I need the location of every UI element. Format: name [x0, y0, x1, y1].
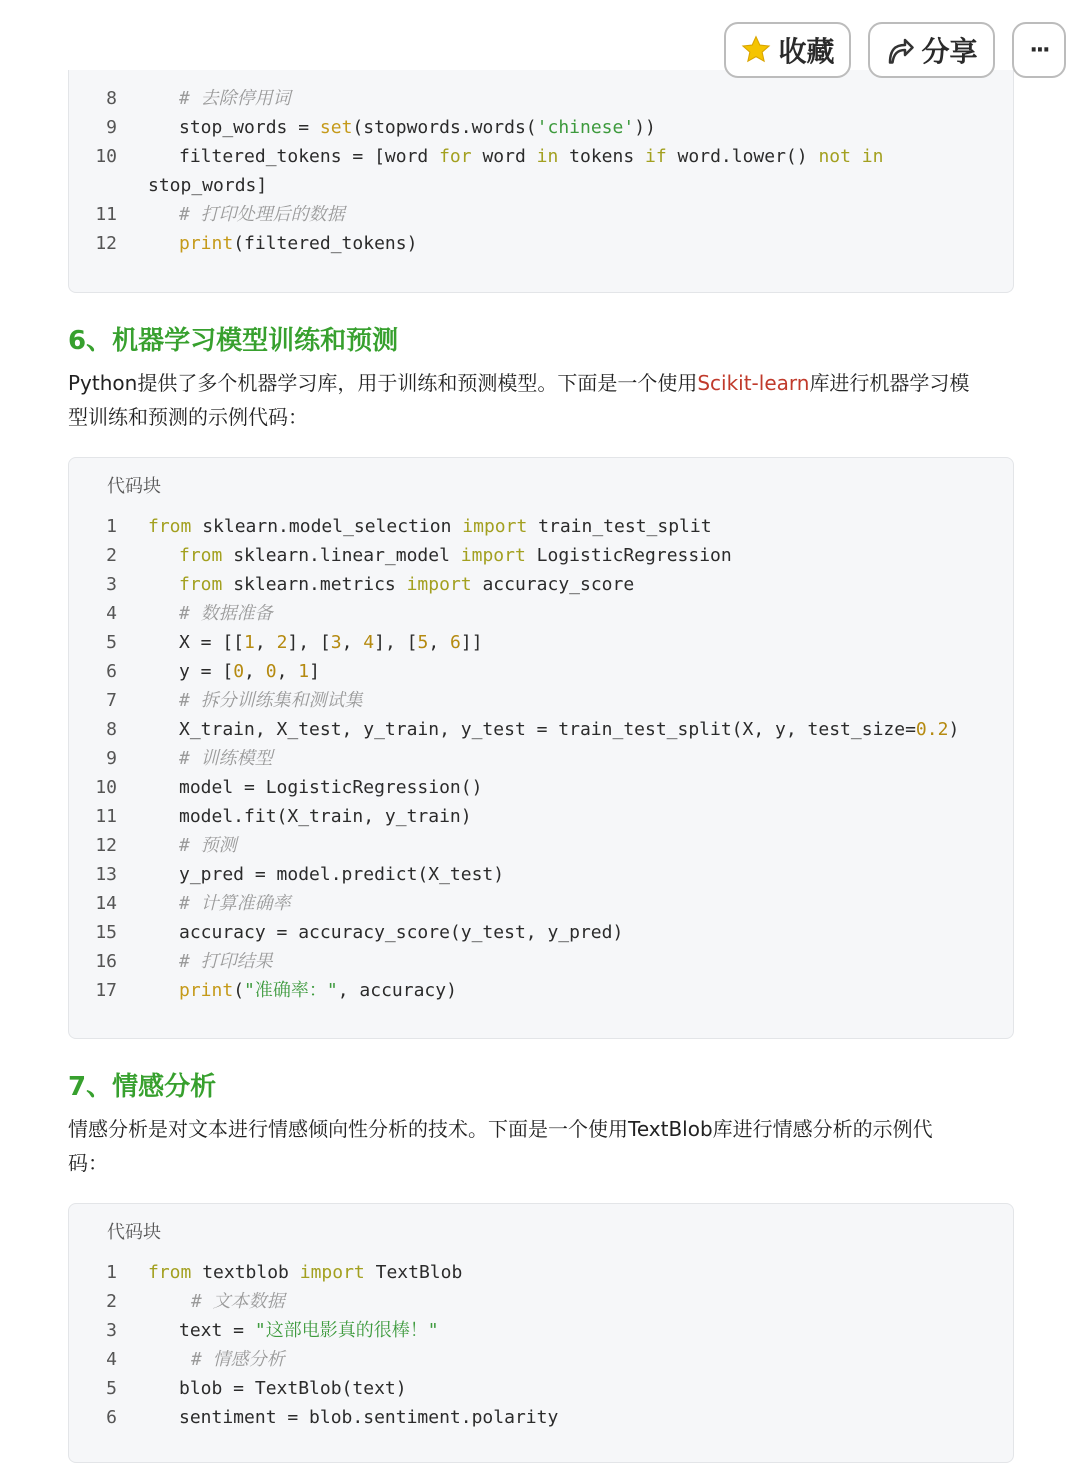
- share-arrow-icon: [885, 34, 915, 66]
- code-token: # 预测: [179, 835, 237, 856]
- code-token: ,: [341, 632, 364, 653]
- line-number: 11: [95, 806, 117, 827]
- code-text: [179, 541, 732, 570]
- code-token: sklearn.model_selection: [191, 516, 463, 537]
- code-token: 'chinese': [536, 117, 635, 138]
- code-text: [179, 947, 273, 976]
- code-token: sklearn.metrics: [222, 574, 407, 595]
- code-token: LogisticRegression: [525, 545, 732, 566]
- para-text: 型训练和预测的示例代码：: [68, 405, 308, 429]
- code-token: import: [460, 545, 526, 566]
- code-line: [69, 686, 1013, 715]
- code-line: [69, 171, 1013, 200]
- code-token: import: [299, 1262, 365, 1283]
- code-line: [69, 802, 1013, 831]
- code-text: [179, 229, 417, 258]
- code-text: [179, 628, 483, 657]
- more-dots-icon: ···: [1029, 37, 1049, 63]
- code-line: [69, 1258, 1013, 1287]
- code-token: 5: [417, 632, 429, 653]
- line-number: 4: [106, 1349, 117, 1370]
- line-number: 1: [106, 516, 117, 537]
- scikit-learn-link[interactable]: Scikit-learn: [697, 371, 810, 395]
- code-token: ]]: [460, 632, 483, 653]
- line-number: 14: [95, 893, 117, 914]
- code-token: ]: [309, 661, 320, 682]
- code-text: [179, 744, 273, 773]
- section-paragraph-ml: [68, 366, 1018, 434]
- code-token: from: [179, 574, 223, 595]
- code-line: [69, 1374, 1013, 1403]
- top-toolbar: [724, 22, 1066, 78]
- code-token: (stopwords.words(: [352, 117, 537, 138]
- code-text: [179, 1403, 558, 1432]
- code-token: 3: [330, 632, 342, 653]
- code-text: [179, 599, 273, 628]
- para-text: Python提供了多个机器学习库，用于训练和预测模型。下面是一个使用: [68, 371, 698, 395]
- code-line: [69, 889, 1013, 918]
- code-token: 4: [363, 632, 375, 653]
- code-block-ml: [68, 457, 1014, 1039]
- code-text: [148, 1258, 462, 1287]
- line-number: 12: [95, 835, 117, 856]
- para-text: 库进行机器学习模: [809, 371, 970, 395]
- code-token: y_pred = model.predict(X_test): [179, 864, 505, 885]
- code-token: # 数据准备: [179, 603, 273, 624]
- code-text: [179, 84, 291, 113]
- code-line: [69, 860, 1013, 889]
- code-token: 6: [450, 632, 461, 653]
- code-block-title: 代码块: [107, 476, 161, 497]
- code-token: import: [406, 574, 472, 595]
- code-token: , accuracy): [337, 980, 457, 1001]
- code-token: sklearn.linear_model: [222, 545, 461, 566]
- code-text: [179, 889, 291, 918]
- code-token: train_test_split: [527, 516, 712, 537]
- code-line: [69, 512, 1013, 541]
- code-line: [69, 113, 1013, 142]
- line-number: 7: [106, 690, 117, 711]
- line-number: 9: [106, 117, 117, 138]
- code-text: [179, 200, 345, 229]
- para-text: 情感分析是对文本进行情感倾向性分析的技术。下面是一个使用TextBlob库进行情感分析的示例代: [68, 1117, 933, 1141]
- code-line: [69, 84, 1013, 113]
- code-token: 0.2: [915, 719, 949, 740]
- line-number: 17: [95, 980, 117, 1001]
- code-token: from: [148, 516, 192, 537]
- code-token: ,: [428, 632, 451, 653]
- code-text: [179, 860, 504, 889]
- code-token: from: [179, 545, 223, 566]
- code-token: blob = TextBlob(text): [179, 1378, 407, 1399]
- code-token: (filtered_tokens): [233, 233, 418, 254]
- share-button[interactable]: [868, 22, 995, 78]
- code-token: ], [: [374, 632, 418, 653]
- code-token: # 训练模型: [179, 748, 273, 769]
- code-token: print: [179, 233, 234, 254]
- code-token: # 去除停用词: [179, 88, 291, 109]
- code-line: [69, 1316, 1013, 1345]
- line-number: 10: [95, 777, 117, 798]
- section-paragraph-sentiment: [68, 1112, 1018, 1180]
- code-token: model.fit(X_train, y_train): [179, 806, 472, 827]
- line-number: 11: [95, 204, 117, 225]
- code-line: [69, 657, 1013, 686]
- line-number: 2: [106, 1291, 117, 1312]
- code-line: [69, 976, 1013, 1005]
- code-token: # 情感分析: [191, 1349, 285, 1370]
- code-line: [69, 599, 1013, 628]
- code-token: ,: [254, 632, 277, 653]
- code-token: if: [645, 146, 667, 167]
- code-token: X = [[: [179, 632, 245, 653]
- code-text: [179, 976, 457, 1005]
- line-number: 5: [106, 632, 117, 653]
- line-number: 2: [106, 545, 117, 566]
- code-token: ], [: [287, 632, 331, 653]
- line-number: 1: [106, 1262, 117, 1283]
- code-token: accuracy_score: [471, 574, 635, 595]
- code-text: [179, 715, 959, 744]
- code-text: [179, 773, 482, 802]
- code-token: print: [179, 980, 234, 1001]
- code-line: [69, 200, 1013, 229]
- code-token: 1: [244, 632, 255, 653]
- code-text: [179, 802, 472, 831]
- code-text: [179, 657, 320, 686]
- star-icon: [740, 34, 772, 66]
- line-number: 4: [106, 603, 117, 624]
- code-line: [69, 1345, 1013, 1374]
- line-number: 12: [95, 233, 117, 254]
- code-line: [69, 541, 1013, 570]
- line-number: 16: [95, 951, 117, 972]
- code-token: y = [: [179, 661, 234, 682]
- line-number: 13: [95, 864, 117, 885]
- code-token: model = LogisticRegression(): [179, 777, 483, 798]
- code-line: [69, 831, 1013, 860]
- code-line: [69, 142, 1013, 171]
- code-line: [69, 229, 1013, 258]
- code-token: textblob: [191, 1262, 300, 1283]
- code-line: [69, 744, 1013, 773]
- code-token: filtered_tokens = [word: [179, 146, 440, 167]
- code-token: set: [319, 117, 353, 138]
- code-text: [179, 1374, 407, 1403]
- line-number: 3: [106, 1320, 117, 1341]
- code-token: ,: [244, 661, 266, 682]
- code-line: [69, 1403, 1013, 1432]
- favorite-button[interactable]: [724, 22, 851, 78]
- line-number: 3: [106, 574, 117, 595]
- code-text: [179, 831, 237, 860]
- code-token: ,: [276, 661, 299, 682]
- code-token: in: [536, 146, 559, 167]
- code-token: TextBlob: [364, 1262, 463, 1283]
- code-text: [179, 686, 363, 715]
- code-text: [191, 1345, 285, 1374]
- code-token: stop_words]: [148, 175, 268, 196]
- code-token: # 拆分训练集和测试集: [179, 690, 363, 711]
- code-line: [69, 947, 1013, 976]
- code-token: from: [148, 1262, 192, 1283]
- line-number: 5: [106, 1378, 117, 1399]
- line-number: 8: [106, 88, 117, 109]
- code-line: [69, 570, 1013, 599]
- code-token: sentiment = blob.sentiment.polarity: [179, 1407, 559, 1428]
- line-number: 15: [95, 922, 117, 943]
- code-line: [69, 1287, 1013, 1316]
- code-token: ): [948, 719, 960, 740]
- code-text: [179, 918, 623, 947]
- code-token: # 打印结果: [179, 951, 273, 972]
- code-token: 0: [265, 661, 277, 682]
- code-block-stopwords: [68, 70, 1014, 293]
- code-text: [179, 113, 656, 142]
- code-token: stop_words =: [179, 117, 320, 138]
- section-heading-ml: 6、机器学习模型训练和预测: [68, 326, 399, 356]
- code-token: word.lower(): [666, 146, 819, 167]
- code-token: X_train, X_test, y_train, y_test = train_test_split(X, y, test_size=: [179, 719, 916, 740]
- code-block-sentiment: [68, 1203, 1014, 1463]
- code-token: for: [439, 146, 472, 167]
- code-text: [148, 512, 712, 541]
- line-number: 10: [95, 146, 117, 167]
- code-text: [191, 1287, 285, 1316]
- code-token: text =: [179, 1320, 255, 1341]
- code-token: (: [233, 980, 245, 1001]
- para-text: 码：: [68, 1151, 108, 1175]
- code-token: )): [634, 117, 656, 138]
- line-number: 9: [106, 748, 117, 769]
- code-line: [69, 628, 1013, 657]
- code-token: # 打印处理后的数据: [179, 204, 345, 225]
- code-text: [148, 171, 267, 200]
- favorite-label: 收藏: [778, 35, 835, 68]
- line-number: 6: [106, 1407, 117, 1428]
- code-token: tokens: [558, 146, 646, 167]
- line-number: 6: [106, 661, 117, 682]
- code-token: 1: [298, 661, 310, 682]
- code-block-title: 代码块: [107, 1222, 161, 1243]
- more-button[interactable]: [1012, 22, 1066, 78]
- code-text: [179, 570, 634, 599]
- code-token: "这部电影真的很棒！": [254, 1320, 439, 1341]
- code-token: # 计算准确率: [179, 893, 291, 914]
- share-label: 分享: [921, 35, 978, 68]
- code-token: # 文本数据: [191, 1291, 285, 1312]
- code-line: [69, 918, 1013, 947]
- code-token: "准确率：": [244, 980, 338, 1001]
- line-number: 8: [106, 719, 117, 740]
- code-token: word: [471, 146, 537, 167]
- code-token: import: [462, 516, 528, 537]
- code-token: 2: [276, 632, 288, 653]
- code-token: not in: [818, 146, 884, 167]
- code-line: [69, 773, 1013, 802]
- code-text: [179, 1316, 439, 1345]
- section-heading-sentiment: 7、情感分析: [68, 1072, 217, 1102]
- code-line: [69, 715, 1013, 744]
- code-token: 0: [233, 661, 245, 682]
- code-token: accuracy = accuracy_score(y_test, y_pred): [179, 922, 624, 943]
- code-text: [179, 142, 883, 171]
